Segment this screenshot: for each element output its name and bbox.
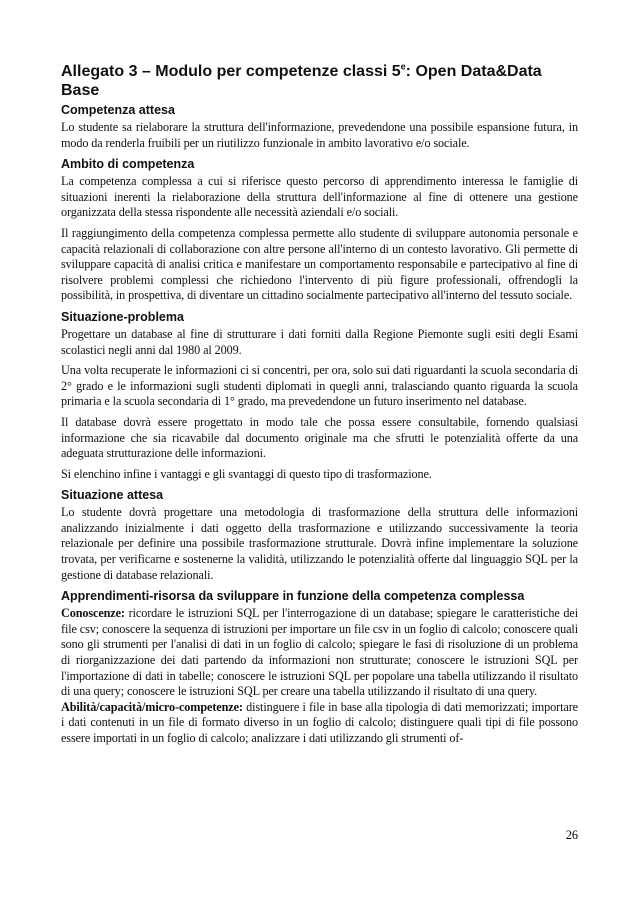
title-superscript: e [400, 61, 406, 72]
section-heading: Situazione attesa [61, 488, 164, 503]
paragraph: Il raggiungimento della competenza complessa permette allo studente di sviluppare autonomia personale e capacità relazionali di collaborazione con altre persone all'interno di un contesto lavorativo. Gli permette di sviluppare capacità di analisi critica e manifestare un comportamento responsabile e partecipativo al fine di risolvere problemi complessi che richiedono l'intervento di più figure professionali, offrendogli la possibilità, in prospettiva, di diventare un cittadino socialmente partecipativo all'interno del tessuto sociale. [61, 225, 578, 303]
skills-text: distinguere i file in base alla tipologia di dati memorizzati; importare i dati contenuti in un file di formato diverso in un foglio di calcolo; distinguere quali tipi di file possono essere importati in un foglio di calcolo; analizzare i dati utilizzando gli strumenti of- [61, 699, 578, 745]
knowledge-label: Conoscenze: [61, 606, 125, 621]
page-number: 26 [565, 828, 578, 842]
section-heading: Ambito di competenza [61, 157, 195, 172]
title-suffix: : Open Data&Data Base [61, 63, 542, 99]
section-apprendimenti-risorsa [61, 588, 578, 746]
skills-paragraph [61, 700, 578, 747]
skills-label: Abilità/capacità/micro-competenze: [61, 699, 243, 714]
section-heading: Competenza attesa [61, 103, 175, 117]
paragraph: Progettare un database al fine di strutturare i dati forniti dalla Regione Piemonte sugli esiti degli Esami scolastici negli anni dal 1980 al 2009. [61, 326, 578, 357]
paragraph: Una volta recuperate le informazioni ci si concentri, per ora, solo sui dati riguardanti la scuola secondaria di 2° grado e le informazioni sugli studenti diplomati in quegli anni, tralasciando quanto riguarda la scuola primaria e la scuola secondaria di 1° grado, ma prevedendone un futuro inserimento nel database. [61, 363, 578, 409]
paragraph: Lo studente sa rielaborare la struttura dell'informazione, prevedendone una possibile espansione futura, in modo da renderla fruibili per un riutilizzo funzionale in ambito lavorativo e/o sociale. [61, 120, 578, 150]
knowledge-text: ricordare le istruzioni SQL per l'interrogazione di un database; spiegare le caratteristiche dei file csv; conoscere la sequenza di istruzioni per importare un file csv in un foglio di calcolo; conoscere quali sono gli strumenti per l'analisi di dati in un foglio di calcolo; spiegare le fasi di risoluzione di un problema di riorganizzazione dei dati partendo da informazioni non strutturate; conoscere le istruzioni SQL per l'importazione di dati in tabelle; conoscere le istruzioni SQL per popolare una tabella utilizzando il risultato di una query; conoscere le istruzioni SQL per creare una tabella utilizzando il risultato di una query. [61, 606, 578, 699]
section-heading: Situazione-problema [61, 309, 184, 324]
knowledge-paragraph [61, 606, 578, 700]
paragraph: Si elenchino infine i vantaggi e gli svantaggi di questo tipo di trasformazione. [61, 466, 432, 481]
paragraph: Lo studente dovrà progettare una metodologia di trasformazione della struttura delle informazioni analizzando inizialmente i dati oggetto della trasformazione e utilizzando successivamente la teoria relazionale per definire una possibile trasformazione strutturale. Dovrà infine implementare la soluzione trovata, per verificarne e sostenerne la validità, utilizzando le potenzialità offerte dal linguaggio SQL per la gestione di database relazionali. [61, 505, 578, 582]
paragraph: La competenza complessa a cui si riferisce questo percorso di apprendimento interessa le famiglie di situazioni inerenti la rielaborazione della struttura dell'informazione al fine di ottenere una gestione organizzata della stessa rispondente alle necessità aziendali e/o sociali. [61, 174, 578, 220]
title-prefix: Allegato 3 – Modulo per competenze classi 5 [61, 63, 401, 80]
document-page [61, 62, 578, 747]
section-situazione-attesa [61, 487, 578, 583]
paragraph: Il database dovrà essere progettato in modo tale che possa essere consultabile, fornendo qualsiasi informazione che sia ricavabile dal documento originale ma che sfrutti le potenzialità offerte da una adeguata strutturazione delle informazioni. [61, 414, 578, 461]
section-competenza-attesa [61, 102, 578, 151]
section-situazione-problema [61, 309, 578, 482]
section-ambito-di-competenza [61, 156, 578, 304]
page-title [61, 62, 578, 100]
section-heading: Apprendimenti-risorsa da sviluppare in funzione della competenza complessa [61, 589, 525, 604]
